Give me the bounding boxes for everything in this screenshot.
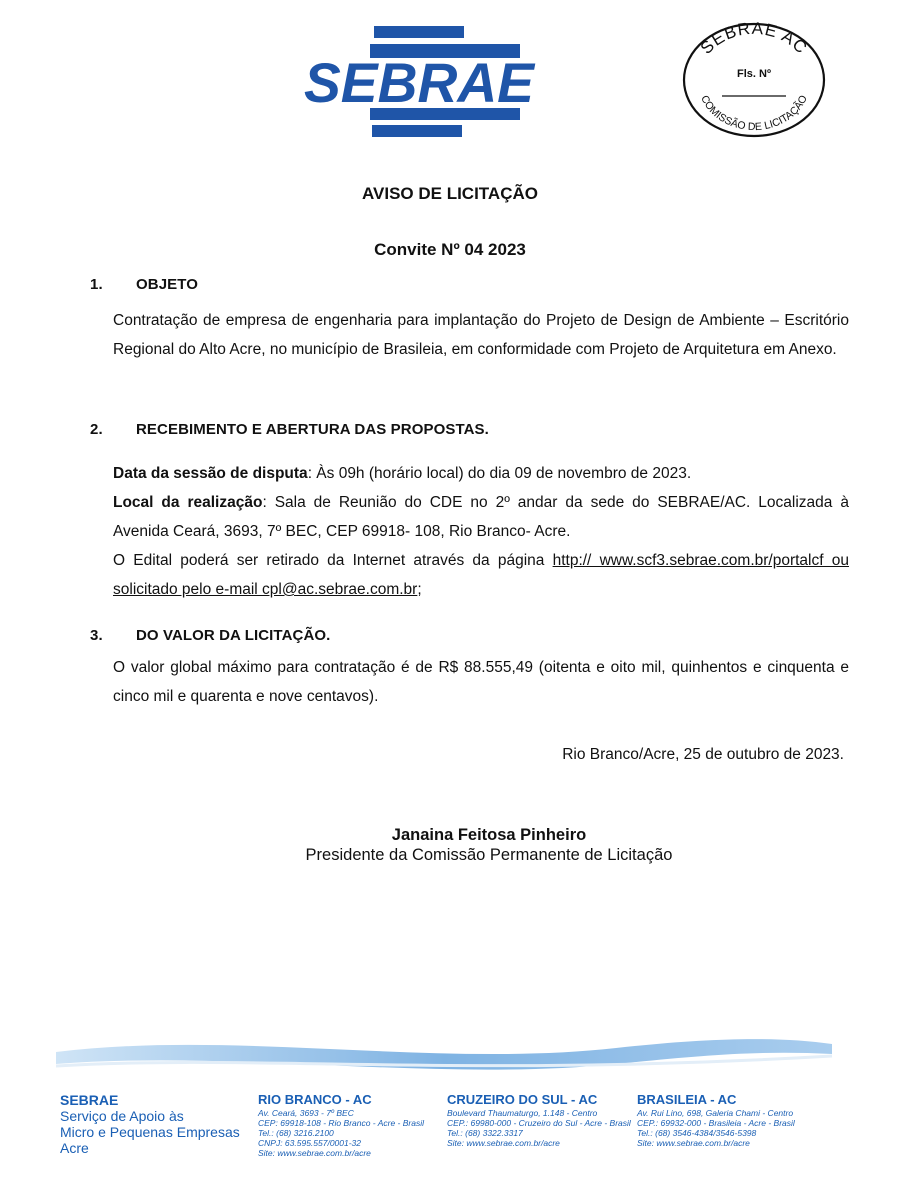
session-date-text: : Às 09h (horário local) do dia 09 de novembro de 2023. <box>307 465 692 482</box>
office-line: Tel.: (68) 3322.3317 <box>447 1128 523 1138</box>
footer-brand-line: Serviço de Apoio às <box>60 1108 184 1124</box>
edital-suffix: ; <box>417 581 422 598</box>
footer-office-cruzeiro-do-sul <box>447 1092 631 1148</box>
footer-office-brasileia <box>637 1092 795 1148</box>
office-line: Site: www.sebrae.com.br/acre <box>637 1138 750 1148</box>
footer-brand-line: Acre <box>60 1140 89 1156</box>
office-line: CEP.: 69980-000 - Cruzeiro do Sul - Acre - Brasil <box>447 1118 631 1128</box>
svg-text:COMISSÃO DE LICITAÇÃO: COMISSÃO DE LICITAÇÃO <box>698 93 810 134</box>
office-line: Boulevard Thaumaturgo, 1.148 - Centro <box>447 1108 598 1118</box>
svg-text:SEBRAE AC: SEBRAE AC <box>696 20 812 58</box>
document-title: AVISO DE LICITAÇÃO <box>362 184 538 203</box>
office-line: Site: www.sebrae.com.br/acre <box>447 1138 560 1148</box>
office-title: RIO BRANCO - AC <box>258 1092 372 1107</box>
footer-brand <box>60 1092 250 1156</box>
section-3-text: O valor global máximo para contratação é de R$ 88.555,49 (oitenta e oito mil, quinhentos e cinquenta e cinco mil e quarenta e nove centavos). <box>113 659 849 705</box>
section-number: 3. <box>90 627 103 644</box>
session-date-label: Data da sessão de disputa <box>113 465 308 482</box>
location-label: Local da realização <box>113 494 263 511</box>
footer-wave-decoration <box>56 1020 836 1080</box>
office-line: Av. Ceará, 3693 - 7º BEC <box>258 1108 354 1118</box>
section-number: 2. <box>90 421 103 438</box>
signer-name: Janaina Feitosa Pinheiro <box>391 826 587 844</box>
footer-brand-line: Micro e Pequenas Empresas <box>60 1124 240 1140</box>
section-2-text <box>113 459 849 604</box>
signer-role: Presidente da Comissão Permanente de Licitação <box>305 846 673 864</box>
place-and-date: Rio Branco/Acre, 25 de outubro de 2023. <box>562 746 844 763</box>
footer-office-rio-branco <box>258 1092 424 1158</box>
office-line: CEP.: 69932-000 - Brasileia - Acre - Brasil <box>637 1118 795 1128</box>
section-1-text: Contratação de empresa de engenharia para implantação do Projeto de Design de Ambiente – Escritório Regional do Alto Acre, no município de Brasileia, em conformidade com Projeto de Arquitetura em Anexo. <box>113 312 849 358</box>
edital-prefix: O Edital poderá ser retirado da Internet através da página <box>113 552 553 569</box>
svg-text:SEBRAE: SEBRAE <box>304 51 536 114</box>
svg-text:Fls. Nº: Fls. Nº <box>737 68 771 80</box>
document-subtitle: Convite Nº 04 2023 <box>374 240 526 259</box>
section-title: OBJETO <box>136 276 199 293</box>
section-title: RECEBIMENTO E ABERTURA DAS PROPOSTAS. <box>136 421 489 438</box>
office-title: BRASILEIA - AC <box>637 1092 737 1107</box>
section-1-heading <box>90 276 198 293</box>
section-3-heading <box>90 627 330 644</box>
section-2-heading <box>90 421 489 438</box>
footer-brand-name: SEBRAE <box>60 1092 119 1108</box>
footer <box>60 1092 860 1172</box>
office-line: Av. Rui Lino, 698, Galeria Chami - Centro <box>637 1108 794 1118</box>
protocol-stamp <box>680 20 828 138</box>
sebrae-logo <box>300 24 540 140</box>
office-line: Site: www.sebrae.com.br/acre <box>258 1148 371 1158</box>
office-line: Tel.: (68) 3546-4384/3546-5398 <box>637 1128 757 1138</box>
section-title: DO VALOR DA LICITAÇÃO. <box>136 627 331 644</box>
location-text: : Sala de Reunião do CDE no 2º andar da sede do SEBRAE/AC. Localizada à Avenida Ceará, 3693, 7º BEC, CEP 69918- 108, Rio Branco- Acre. <box>113 494 849 540</box>
office-title: CRUZEIRO DO SUL - AC <box>447 1092 598 1107</box>
office-line: CEP: 69918-108 - Rio Branco - Acre - Brasil <box>258 1118 424 1128</box>
section-number: 1. <box>90 276 103 293</box>
edital-link[interactable]: http:// www.scf3.sebrae.com.br/portalcf ou solicitado pelo e-mail cpl@ac.sebrae.com.br <box>113 552 849 598</box>
office-line: Tel.: (68) 3216.2100 <box>258 1128 334 1138</box>
office-line: CNPJ: 63.595.557/0001-32 <box>258 1138 362 1148</box>
